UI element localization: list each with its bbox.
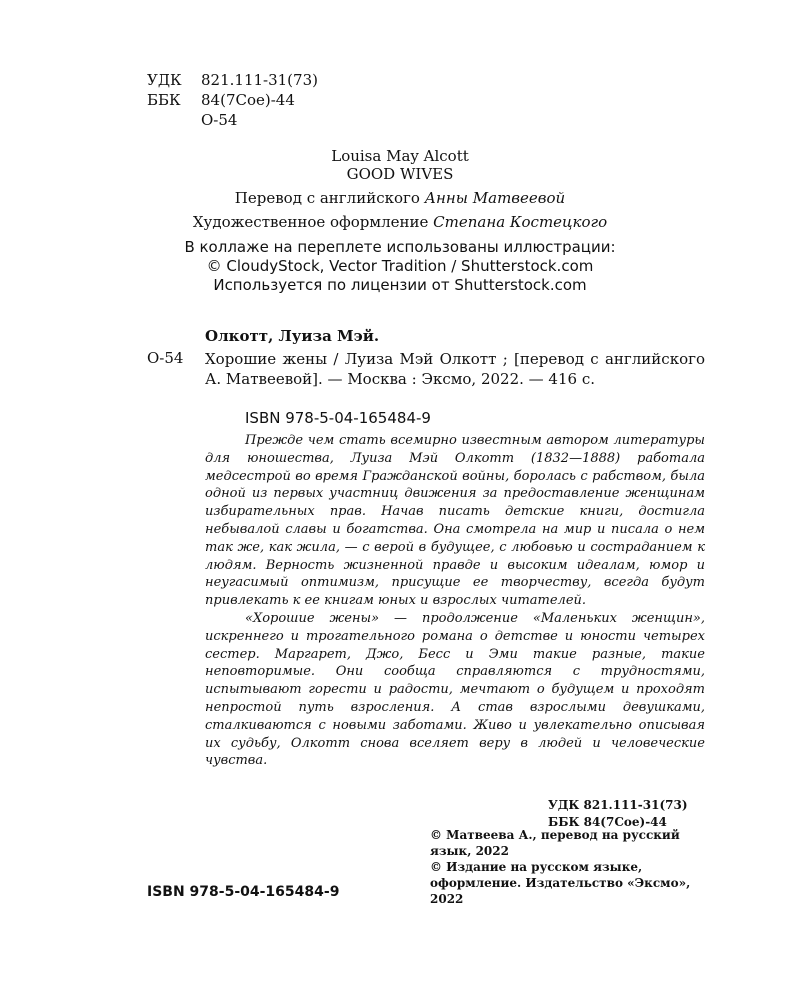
catalog-author-heading: Олкотт, Луиза Мэй. xyxy=(205,327,380,345)
design-prefix: Художественное оформление xyxy=(192,213,429,231)
catalog-isbn: ISBN 978-5-04-165484-9 xyxy=(245,409,431,427)
udk-value: 821.111-31(73) xyxy=(201,71,318,89)
original-author: Louisa May Alcott xyxy=(331,147,469,165)
illustration-line-1: В коллаже на переплете использованы иллюстрации: xyxy=(184,238,616,256)
footer-isbn: ISBN 978-5-04-165484-9 xyxy=(147,884,340,900)
udk-summary: УДК 821.111-31(73) xyxy=(548,798,688,812)
copyright-edition: © Издание на русском языке, оформление. Издательство «Эксмо», 2022 xyxy=(430,860,691,906)
translation-prefix: Перевод с английского xyxy=(234,189,420,207)
bbk-row xyxy=(147,90,318,110)
catalog-cutter: О-54 xyxy=(147,349,184,367)
copyright-translation: © Матвеева А., перевод на русский язык, 2022 xyxy=(430,828,680,858)
udk-row xyxy=(147,70,318,90)
classification-codes-block xyxy=(147,70,318,130)
illustration-line-3: Используется по лицензии от Shutterstock.com xyxy=(213,276,587,294)
illustration-line-2: © CloudyStock, Vector Tradition / Shutterstock.com xyxy=(206,257,594,275)
designer-name: Степана Костецкого xyxy=(433,213,608,231)
bbk-summary: ББК 84(7Сое)-44 xyxy=(548,815,667,829)
copyright-block xyxy=(430,827,720,907)
translator-name: Анны Матвеевой xyxy=(424,189,566,207)
bbk-value: 84(7Сое)-44 xyxy=(201,91,295,109)
annotation-paragraph-1: Прежде чем стать всемирно известным автором литературы для юношества, Луиза Мэй Олкотт (1832—1888) работала медсестрой во время Гражданской войны, боролась с рабством, была одной из первых участниц движения за предоставление женщинам избирательных прав. Начав писать детские книги, достигла небывалой славы и богатства. Она смотрела на мир и писала о нем так же, как жила, — с верой в будущее, с любовью и состраданием к людям. Верность жизненной правде и высоким идеалам, юмор и неугасимый оптимизм, присущие ее творчеству, всегда будут привлекать к ее книгам юных и взрослых читателей. xyxy=(205,433,705,609)
cutter-code: О-54 xyxy=(201,111,238,129)
translation-credit xyxy=(0,189,800,207)
udk-label: УДК xyxy=(147,71,182,89)
original-title-block xyxy=(0,147,800,183)
original-title: GOOD WIVES xyxy=(346,165,454,183)
annotation-paragraph-2: «Хорошие жены» — продолжение «Маленьких женщин», искреннего и трогательного романа о детстве и юности четырех сестер. Маргарет, Джо, Бесс и Эми такие разные, такие неповторимые. Они сообща справляются с трудностями, испытывают горести и радости, мечтают о будущем и проходят непростой путь взросления. А став взрослыми девушками, сталкиваются с новыми заботами. Живо и увлекательно описывая их судьбу, Олкотт снова вселяет веру в людей и человеческие чувства. xyxy=(205,610,705,769)
bbk-label: ББК xyxy=(147,91,181,109)
design-credit xyxy=(0,213,800,231)
cutter-row xyxy=(147,110,318,130)
annotation xyxy=(205,432,705,770)
illustration-credits xyxy=(0,238,800,295)
catalog-entry: Хорошие жены / Луиза Мэй Олкотт ; [перевод с английского А. Матвеевой]. — Москва : Эксмо, 2022. — 416 с. xyxy=(205,350,705,388)
classification-summary xyxy=(548,797,688,831)
